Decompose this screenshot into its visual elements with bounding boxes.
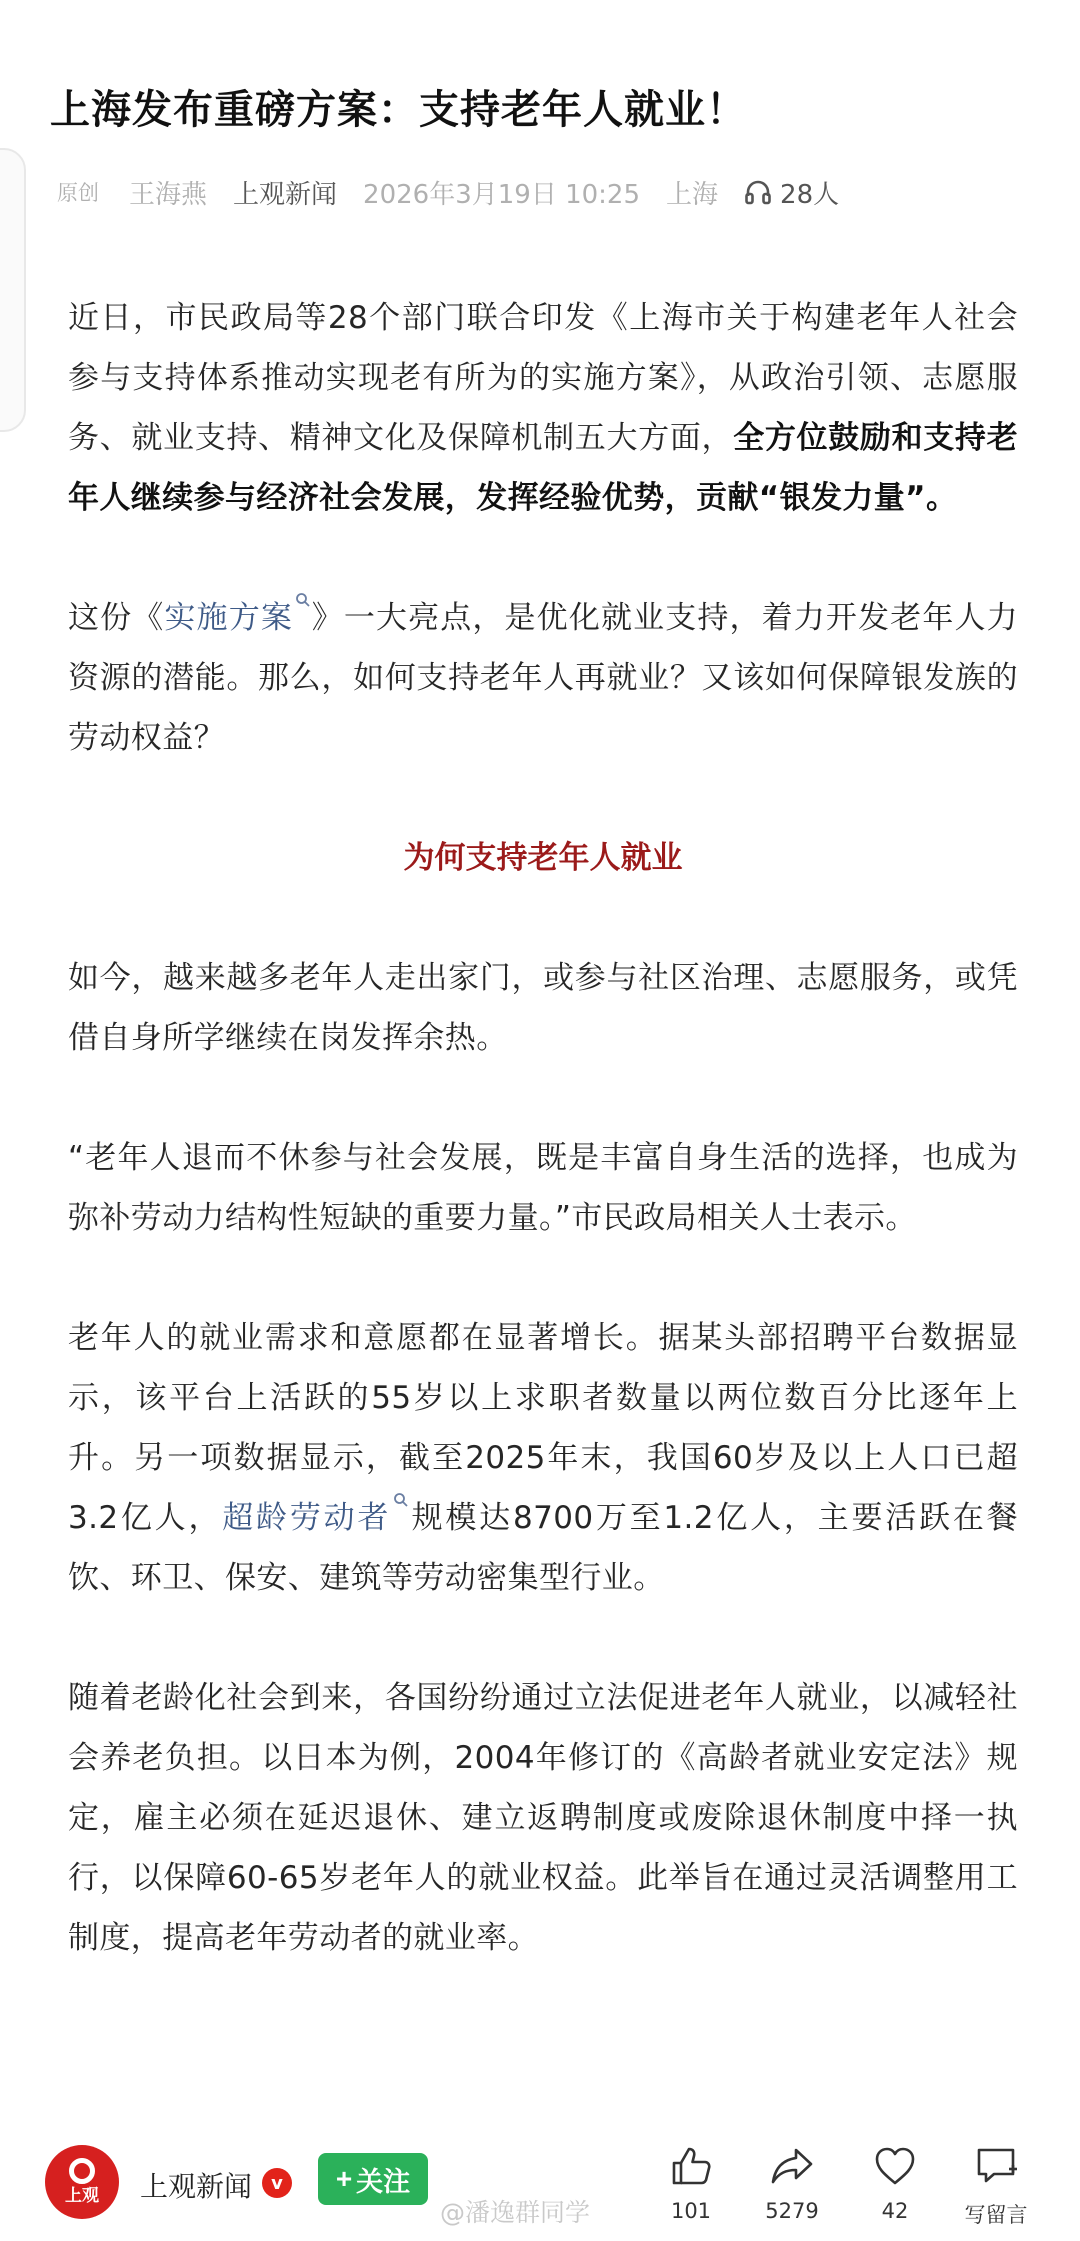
logo-mark: [69, 2158, 95, 2184]
source-link[interactable]: 上观新闻: [233, 179, 338, 210]
share-icon: [769, 2143, 815, 2189]
favorite-button[interactable]: [840, 2143, 950, 2223]
comment-icon: [973, 2143, 1019, 2189]
follow-button[interactable]: [318, 2153, 428, 2205]
paragraph-highlight: [68, 588, 1018, 768]
search-icon: [295, 592, 311, 608]
heart-icon: [872, 2143, 918, 2189]
paragraph-intro-text: 近日，市民政局等28个部门联合印发《上海市关于构建老年人社会参与支持体系推动实现老有所为的实施方案》，从政治引领、志愿服务、就业支持、精神文化及保障机制五大方面，: [68, 300, 1018, 456]
share-button[interactable]: [737, 2143, 847, 2223]
like-button[interactable]: [636, 2143, 746, 2223]
paragraph-today: 如今，越来越多老年人走出家门，或参与社区治理、志愿服务，或凭借自身所学继续在岗发挥余热。: [68, 960, 1018, 1056]
listener-count: 28人: [780, 179, 840, 210]
thumbs-up-icon: [668, 2143, 714, 2189]
paragraph-highlight-before: 这份《: [68, 600, 165, 636]
section-heading: 为何支持老年人就业: [403, 840, 683, 876]
account-name[interactable]: 上观新闻: [140, 2170, 253, 2203]
paragraph-data: [68, 1308, 1018, 1608]
favorite-count: 42: [881, 2199, 909, 2223]
paragraph-intro-bold: 全方位鼓励和支持老年人继续参与经济社会发展，发挥经验优势，贡献“银发力量”。: [68, 420, 1018, 516]
location: 上海: [666, 179, 719, 210]
keyword-search-link-workers[interactable]: [222, 1500, 409, 1536]
comment-button[interactable]: [941, 2143, 1051, 2229]
paragraph-intro: [68, 288, 1018, 528]
like-count: 101: [670, 2199, 712, 2223]
keyword-label: 超龄劳动者: [222, 1500, 392, 1536]
paragraph-highlight-after: 》一大亮点，是优化就业支持，着力开发老年人力资源的潜能。那么，如何支持老年人再就业？又该如何保障银发族的劳动权益？: [68, 600, 1018, 756]
paragraph-data-before: 老年人的就业需求和意愿都在显著增长。据某头部招聘平台数据显示，该平台上活跃的55岁以上求职者数量以两位数百分比逐年上升。另一项数据显示，截至2025年末，我国60岁及以上人口已超3.2亿人，: [68, 1320, 1018, 1536]
account-avatar[interactable]: [45, 2145, 119, 2219]
plus-icon: +: [335, 2163, 353, 2194]
author-name[interactable]: 王海燕: [129, 179, 208, 210]
paragraph-data-after: 规模达8700万至1.2亿人，主要活跃在餐饮、环卫、保安、建筑等劳动密集型行业。: [68, 1500, 1019, 1596]
headphones-icon: [744, 179, 772, 205]
watermark: @潘逸群同学: [440, 2198, 591, 2227]
listen-button[interactable]: [744, 174, 865, 211]
search-icon: [393, 1492, 409, 1508]
follow-label: 关注: [356, 2166, 411, 2197]
article-title: 上海发布重磅方案：支持老年人就业！: [50, 87, 747, 133]
paragraph-japan: 随着老龄化社会到来，各国纷纷通过立法促进老年人就业，以减轻社会养老负担。以日本为例，2004年修订的《高龄者就业安定法》规定，雇主必须在延迟退休、建立返聘制度或废除退休制度中择一执行，以保障60-65岁老年人的就业权益。此举旨在通过灵活调整用工制度，提高老年劳动者的就业率。: [68, 1680, 1018, 1956]
logo-text: 上观: [65, 2186, 99, 2206]
article-meta: [57, 170, 865, 214]
side-edge-handle[interactable]: [0, 148, 26, 432]
keyword-search-link-plan[interactable]: [164, 600, 311, 636]
verified-badge: v: [262, 2168, 292, 2198]
keyword-label: 实施方案: [164, 600, 293, 636]
share-count: 5279: [765, 2199, 819, 2223]
bottom-action-bar: [0, 2135, 1080, 2241]
publish-datetime: 2026年3月19日 10:25: [363, 179, 641, 210]
article-body: [68, 288, 1018, 2028]
comment-label: 写留言: [964, 2203, 1028, 2227]
original-tag: 原创: [57, 181, 99, 205]
paragraph-quote: “老年人退而不休参与社会发展，既是丰富自身生活的选择，也成为弥补劳动力结构性短缺的重要力量。”市民政局相关人士表示。: [68, 1140, 1018, 1236]
